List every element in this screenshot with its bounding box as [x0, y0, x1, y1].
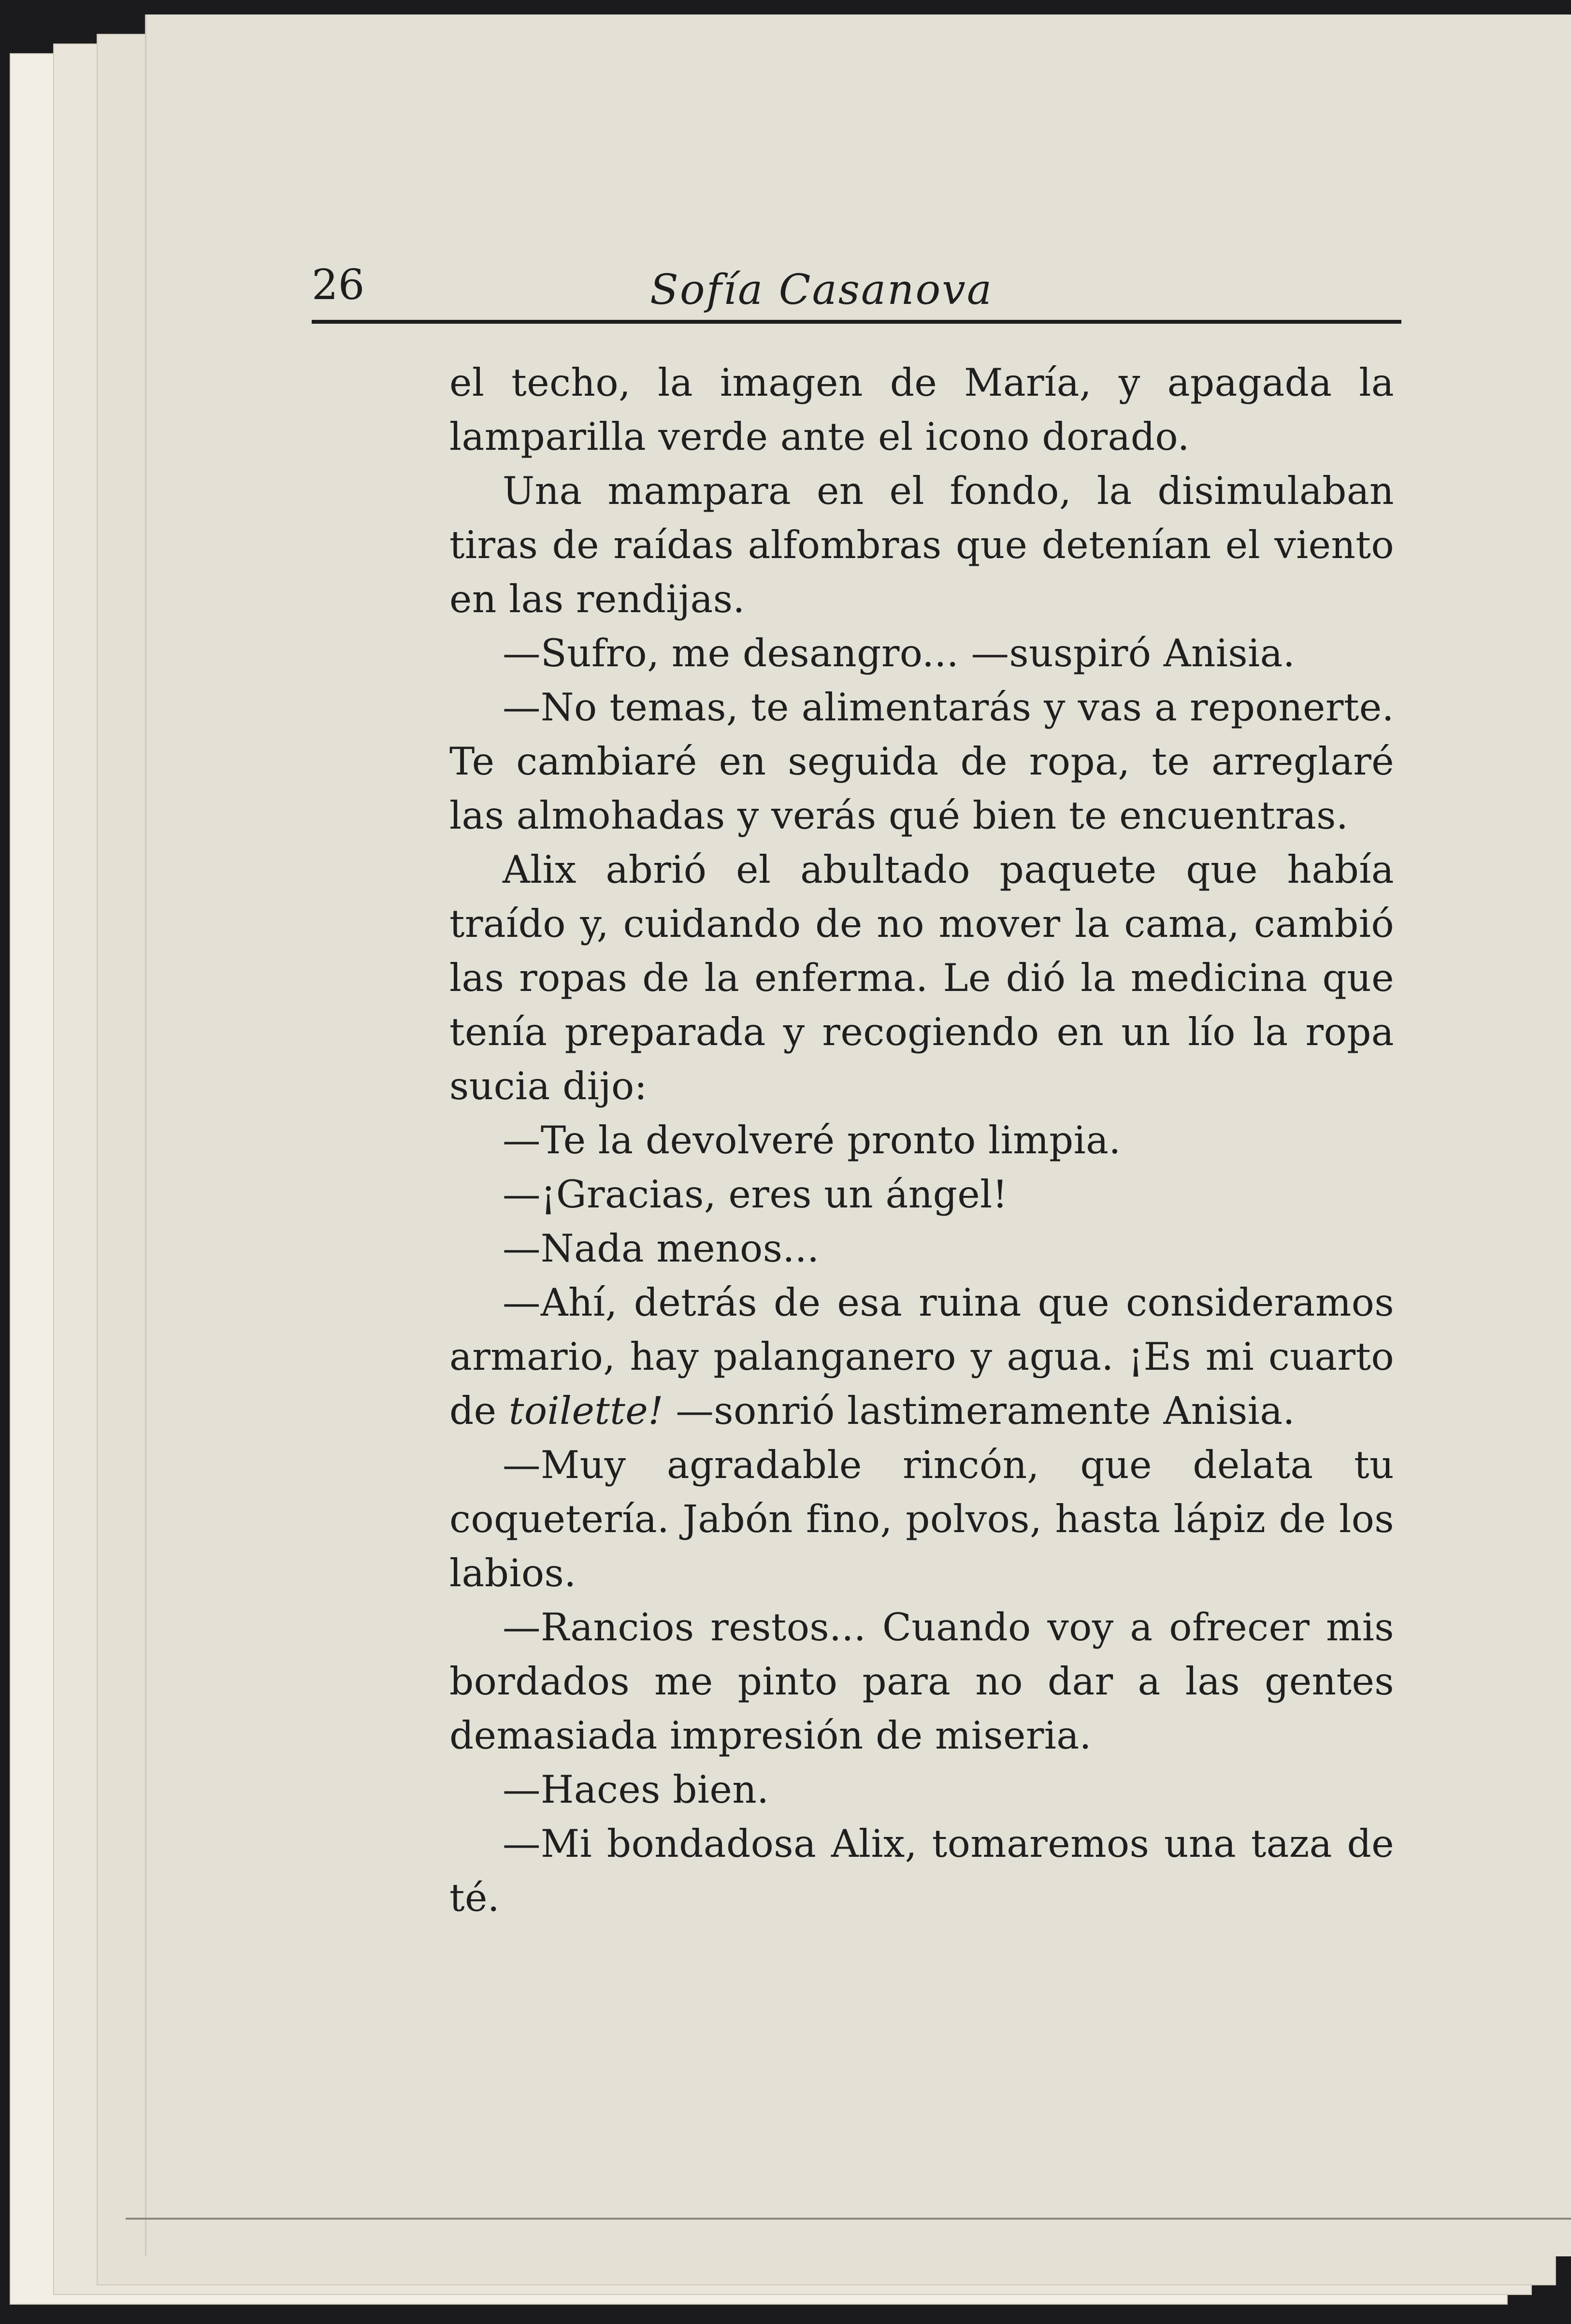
paragraph [449, 1276, 1394, 1438]
paragraph: —¡Gracias, eres un ángel! [503, 1172, 1008, 1217]
running-title: Sofía Casanova [650, 266, 994, 314]
paragraph: —No temas, te alimentarás y vas a reponerte. Te cambiaré en seguida de ropa, te arreglaré las almohadas y verás qué bien te encuentras. [449, 685, 1394, 838]
paragraph: —Mi bondadosa Alix, tomaremos una taza de té. [449, 1822, 1394, 1920]
italic-word: toilette! [508, 1389, 664, 1433]
paragraph: —Te la devolveré pronto limpia. [503, 1118, 1121, 1162]
paragraph: —Muy agradable rincón, que delata tu coquetería. Jabón fino, polvos, hasta lápiz de los labios. [449, 1443, 1394, 1595]
paragraph: el techo, la imagen de María, y apagada la lamparilla verde ante el icono dorado. [449, 360, 1394, 459]
page-bottom-edge [126, 2218, 1571, 2232]
paragraph: Una mampara en el fondo, la disimulaban tiras de raídas alfombras que detenían el viento en las rendijas. [449, 469, 1394, 621]
paragraph: Alix abrió el abultado paquete que había traído y, cuidando de no mover la cama, cambió las ropas de la enferma. Le dió la medicina que tenía preparada y recogiendo en un lío la ropa sucia dijo: [449, 847, 1394, 1108]
page-number: 26 [312, 261, 365, 309]
paragraph: —Sufro, me desangro... —suspiró Anisia. [503, 631, 1296, 675]
body-text [449, 356, 1394, 1925]
paragraph-text: —sonrió lastimeramente Anisia. [663, 1389, 1295, 1433]
paragraph: —Rancios restos... Cuando voy a ofrecer mis bordados me pinto para no dar a las gentes demasiada impresión de miseria. [449, 1605, 1394, 1758]
paragraph-text: —Ahí, detrás de esa ruina que consideramos armario, hay palanganero y agua. ¡Es mi cuarto de [449, 1280, 1394, 1433]
paragraph: —Haces bien. [503, 1767, 769, 1812]
running-head [312, 251, 1401, 324]
paragraph: —Nada menos... [503, 1226, 820, 1271]
